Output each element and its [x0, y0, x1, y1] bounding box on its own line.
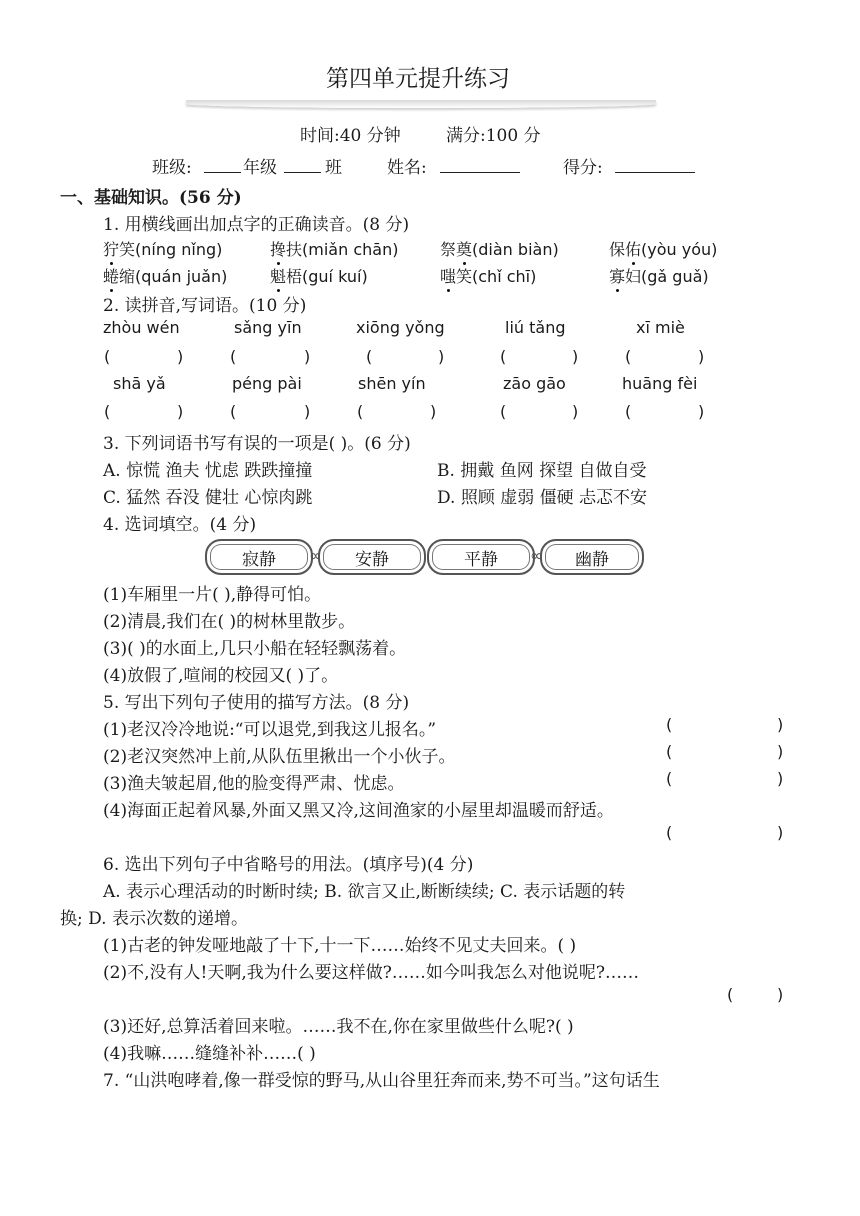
- dotted-char: 狞: [103, 237, 119, 260]
- q6-item: (4)我嘛……缝缝补补……( ): [103, 1044, 316, 1064]
- question-5-heading: 5. 写出下列句子使用的描写方法。(8 分): [103, 693, 410, 713]
- answer-bracket-open: (: [366, 347, 373, 366]
- option-b: B. 拥戴 鱼网 探望 自做自受: [437, 461, 647, 481]
- q1-item-pre: 祭: [440, 240, 457, 259]
- q4-item: (3)( )的水面上,几只小船在轻轻飘荡着。: [103, 639, 407, 659]
- answer-bracket-open: (: [500, 347, 507, 366]
- dotted-char: 搀: [270, 237, 286, 260]
- time-limit: 时间:40 分钟: [300, 126, 401, 146]
- pinyin: huāng fèi: [622, 374, 698, 393]
- answer-bracket-open: (: [666, 769, 673, 788]
- q1-item: [609, 237, 717, 260]
- name-label: 姓名:: [387, 158, 427, 178]
- pinyin: liú tǎng: [505, 318, 566, 337]
- answer-bracket-close: ): [777, 769, 784, 788]
- answer-bracket-close: ): [304, 402, 311, 421]
- question-1-heading: 1. 用横线画出加点字的正确读音。(8 分): [103, 215, 410, 235]
- pinyin: shā yǎ: [113, 374, 166, 393]
- q1-item: [103, 237, 222, 260]
- q1-item: [270, 264, 368, 287]
- q1-item-text: 梧(guí kuí): [286, 267, 368, 286]
- answer-bracket-close: ): [777, 742, 784, 761]
- pinyin: péng pài: [232, 374, 302, 393]
- answer-bracket-close: ): [777, 715, 784, 734]
- grade-blank[interactable]: [284, 158, 321, 173]
- class-label: 班级:: [152, 158, 192, 178]
- q1-item: [609, 264, 709, 287]
- knot-ornament: ∞: [309, 546, 323, 565]
- option-c: C. 猛然 吞没 健壮 心惊肉跳: [103, 488, 313, 508]
- q4-item: (4)放假了,喧闹的校园又( )了。: [103, 666, 339, 686]
- option-d: D. 照顾 虚弱 僵硬 忐忑不安: [437, 488, 648, 508]
- dotted-char: 魁: [270, 264, 286, 287]
- dotted-char: 佑: [625, 237, 641, 260]
- q5-item: (4)海面正起着风暴,外面又黑又冷,这间渔家的小屋里却温暖而舒适。: [103, 801, 614, 821]
- question-2-heading: 2. 读拼音,写词语。(10 分): [103, 296, 307, 316]
- q4-item: (2)清晨,我们在( )的树林里散步。: [103, 612, 356, 632]
- q6-item: (2)不,没有人!天啊,我为什么要这样做?……如今叫我怎么对他说呢?……: [103, 963, 639, 983]
- answer-bracket-open: (: [625, 347, 632, 366]
- answer-bracket-close: ): [438, 347, 445, 366]
- answer-bracket-open: (: [666, 715, 673, 734]
- pinyin: zāo gāo: [503, 374, 566, 393]
- q6-item: (1)古老的钟发哑地敲了十下,十一下……始终不见丈夫回来。( ): [103, 936, 577, 956]
- q1-item-text: (yòu yóu): [641, 240, 718, 259]
- q1-item-text: 扶(miǎn chān): [286, 240, 399, 259]
- answer-bracket-close: ): [430, 402, 437, 421]
- dotted-char: 奠: [456, 237, 472, 260]
- q1-item-text: (diàn biàn): [472, 240, 559, 259]
- q1-item-text: 缩(quán juǎn): [119, 267, 228, 286]
- question-7-heading: 7. “山洪咆哮着,像一群受惊的野马,从山谷里狂奔而来,势不可当。”这句话生: [103, 1071, 660, 1091]
- dotted-char: 寡: [609, 264, 625, 287]
- answer-bracket-open: (: [727, 985, 734, 1004]
- q5-item: (3)渔夫皱起眉,他的脸变得严肃、忧虑。: [103, 774, 405, 794]
- page-title: 第四单元提升练习: [326, 66, 510, 92]
- knot-ornament: ∞: [530, 546, 544, 565]
- section-heading: 一、基础知识。(56 分): [60, 188, 242, 208]
- q6-options: A. 表示心理活动的时断时续; B. 欲言又止,断断续续; C. 表示话题的转: [103, 882, 626, 902]
- answer-bracket-open: (: [500, 402, 507, 421]
- full-score: 满分:100 分: [446, 126, 541, 146]
- answer-bracket-close: ): [304, 347, 311, 366]
- grade-label: 年级: [243, 158, 277, 178]
- name-blank[interactable]: [440, 158, 520, 173]
- q4-item: (1)车厢里一片( ),静得可怕。: [103, 585, 322, 605]
- answer-bracket-open: (: [230, 347, 237, 366]
- answer-bracket-open: (: [666, 742, 673, 761]
- question-4-heading: 4. 选词填空。(4 分): [103, 515, 257, 535]
- answer-bracket-open: (: [104, 347, 111, 366]
- title-underline: [186, 100, 656, 108]
- score-blank[interactable]: [615, 158, 695, 173]
- answer-bracket-close: ): [698, 402, 705, 421]
- pinyin: xiōng yǒng: [356, 318, 445, 337]
- answer-bracket-open: (: [666, 823, 673, 842]
- answer-bracket-close: ): [698, 347, 705, 366]
- q6-options-cont: 换; D. 表示次数的递增。: [60, 909, 248, 929]
- pinyin: xī miè: [636, 318, 685, 337]
- q1-item: [103, 264, 227, 287]
- q1-item: [270, 237, 398, 260]
- word-option: 平静: [427, 539, 535, 575]
- q1-item-text: 笑(níng nǐng): [119, 240, 223, 259]
- score-label: 得分:: [563, 158, 603, 178]
- answer-bracket-open: (: [230, 402, 237, 421]
- word-option: 幽静: [540, 539, 644, 575]
- option-a: A. 惊慌 渔夫 忧虑 跌跌撞撞: [103, 461, 313, 481]
- answer-bracket-close: ): [572, 347, 579, 366]
- answer-bracket-open: (: [357, 402, 364, 421]
- q1-item-text: 妇(gǎ guǎ): [625, 267, 709, 286]
- dotted-char: 蜷: [103, 264, 119, 287]
- ban-label: 班: [325, 158, 342, 178]
- q1-item: [440, 264, 536, 287]
- class-blank[interactable]: [204, 158, 241, 173]
- pinyin: shēn yín: [358, 374, 426, 393]
- answer-bracket-close: ): [572, 402, 579, 421]
- word-option: 寂静: [205, 539, 313, 575]
- dotted-char: 嗤: [440, 264, 456, 287]
- q1-item: [440, 237, 559, 260]
- question-3-heading: 3. 下列词语书写有误的一项是( )。(6 分): [103, 434, 411, 454]
- answer-bracket-open: (: [625, 402, 632, 421]
- answer-bracket-open: (: [104, 402, 111, 421]
- q5-item: (1)老汉冷冷地说:“可以退党,到我这儿报名。”: [103, 720, 437, 740]
- q5-item: (2)老汉突然冲上前,从队伍里揪出一个小伙子。: [103, 747, 456, 767]
- pinyin: sǎng yīn: [234, 318, 302, 337]
- answer-bracket-close: ): [777, 985, 784, 1004]
- q1-item-text: 笑(chǐ chī): [456, 267, 537, 286]
- answer-bracket-close: ): [177, 347, 184, 366]
- word-option: 安静: [318, 539, 426, 575]
- question-6-heading: 6. 选出下列句子中省略号的用法。(填序号)(4 分): [103, 855, 474, 875]
- q6-item: (3)还好,总算活着回来啦。……我不在,你在家里做些什么呢?( ): [103, 1017, 574, 1037]
- q1-item-pre: 保: [609, 240, 626, 259]
- answer-bracket-close: ): [777, 823, 784, 842]
- answer-bracket-close: ): [177, 402, 184, 421]
- pinyin: zhòu wén: [103, 318, 180, 337]
